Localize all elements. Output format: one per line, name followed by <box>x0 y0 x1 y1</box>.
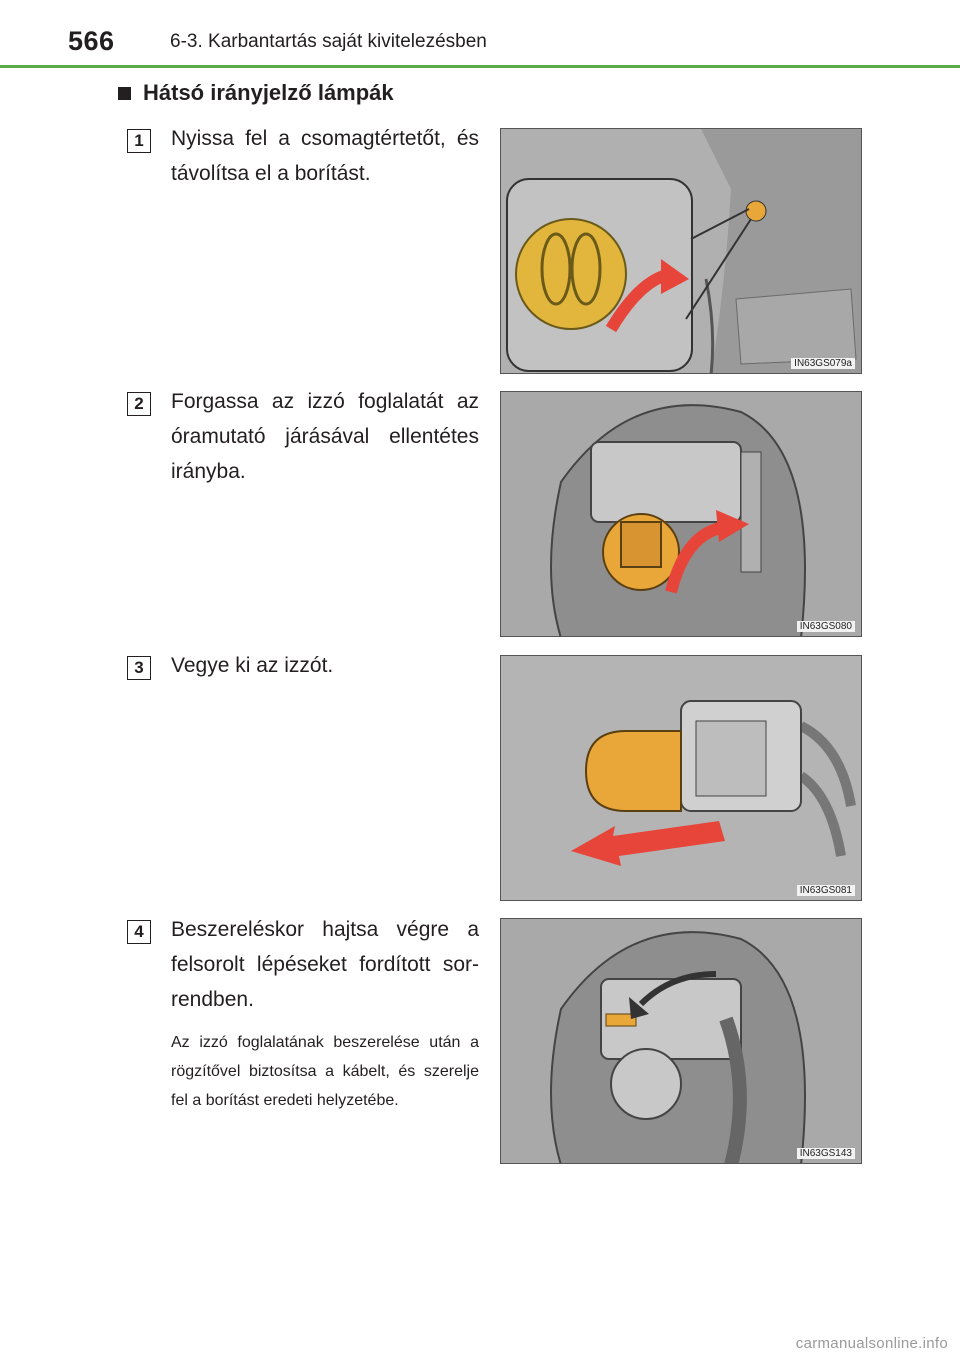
figure-code-4: IN63GS143 <box>797 1148 855 1159</box>
figure-step-2 <box>500 391 862 637</box>
figure-step-1 <box>500 128 862 374</box>
bulb-socket-illustration <box>501 392 862 637</box>
figure-step-3 <box>500 655 862 901</box>
figure-code-1: IN63GS079a <box>791 358 855 369</box>
figure-code-3: IN63GS081 <box>797 885 855 896</box>
figure-step-4 <box>500 918 862 1164</box>
step-badge-2: 2 <box>127 392 151 416</box>
step-text-3: Vegye ki az izzót. <box>171 654 334 677</box>
page-number: 566 <box>68 26 115 56</box>
trunk-cover-illustration <box>501 129 862 374</box>
step-note-4: Az izzó foglalatának beszerelése után a rögzítővel biztosítsa a kábelt, és szerelje fel a borítást eredeti helyzetébe. <box>171 1034 479 1109</box>
step-text-4: Beszereléskor hajtsa végre a felsorolt lépéseket fordított sor-rendben. <box>171 918 479 1011</box>
reassembly-illustration <box>501 919 862 1164</box>
step-text-1: Nyissa fel a csomagtértetőt, és távolítsa el a borítást. <box>171 127 479 185</box>
section-heading <box>118 80 394 106</box>
header-rule <box>0 65 960 68</box>
watermark: carmanualsonline.info <box>795 1335 948 1352</box>
chapter-title: 6-3. Karbantartás saját kivitelezésben <box>170 31 487 52</box>
bulb-removal-illustration <box>501 656 862 901</box>
figure-code-2: IN63GS080 <box>797 621 855 632</box>
step-text-2: Forgassa az izzó foglalatát az óramutató járásával ellentétes irányba. <box>171 390 479 483</box>
step-badge-4: 4 <box>127 920 151 944</box>
step-badge-3: 3 <box>127 656 151 680</box>
section-title: Hátsó irányjelző lámpák <box>143 80 394 105</box>
square-bullet-icon <box>118 87 131 100</box>
step-badge-1: 1 <box>127 129 151 153</box>
page-header <box>0 0 960 70</box>
